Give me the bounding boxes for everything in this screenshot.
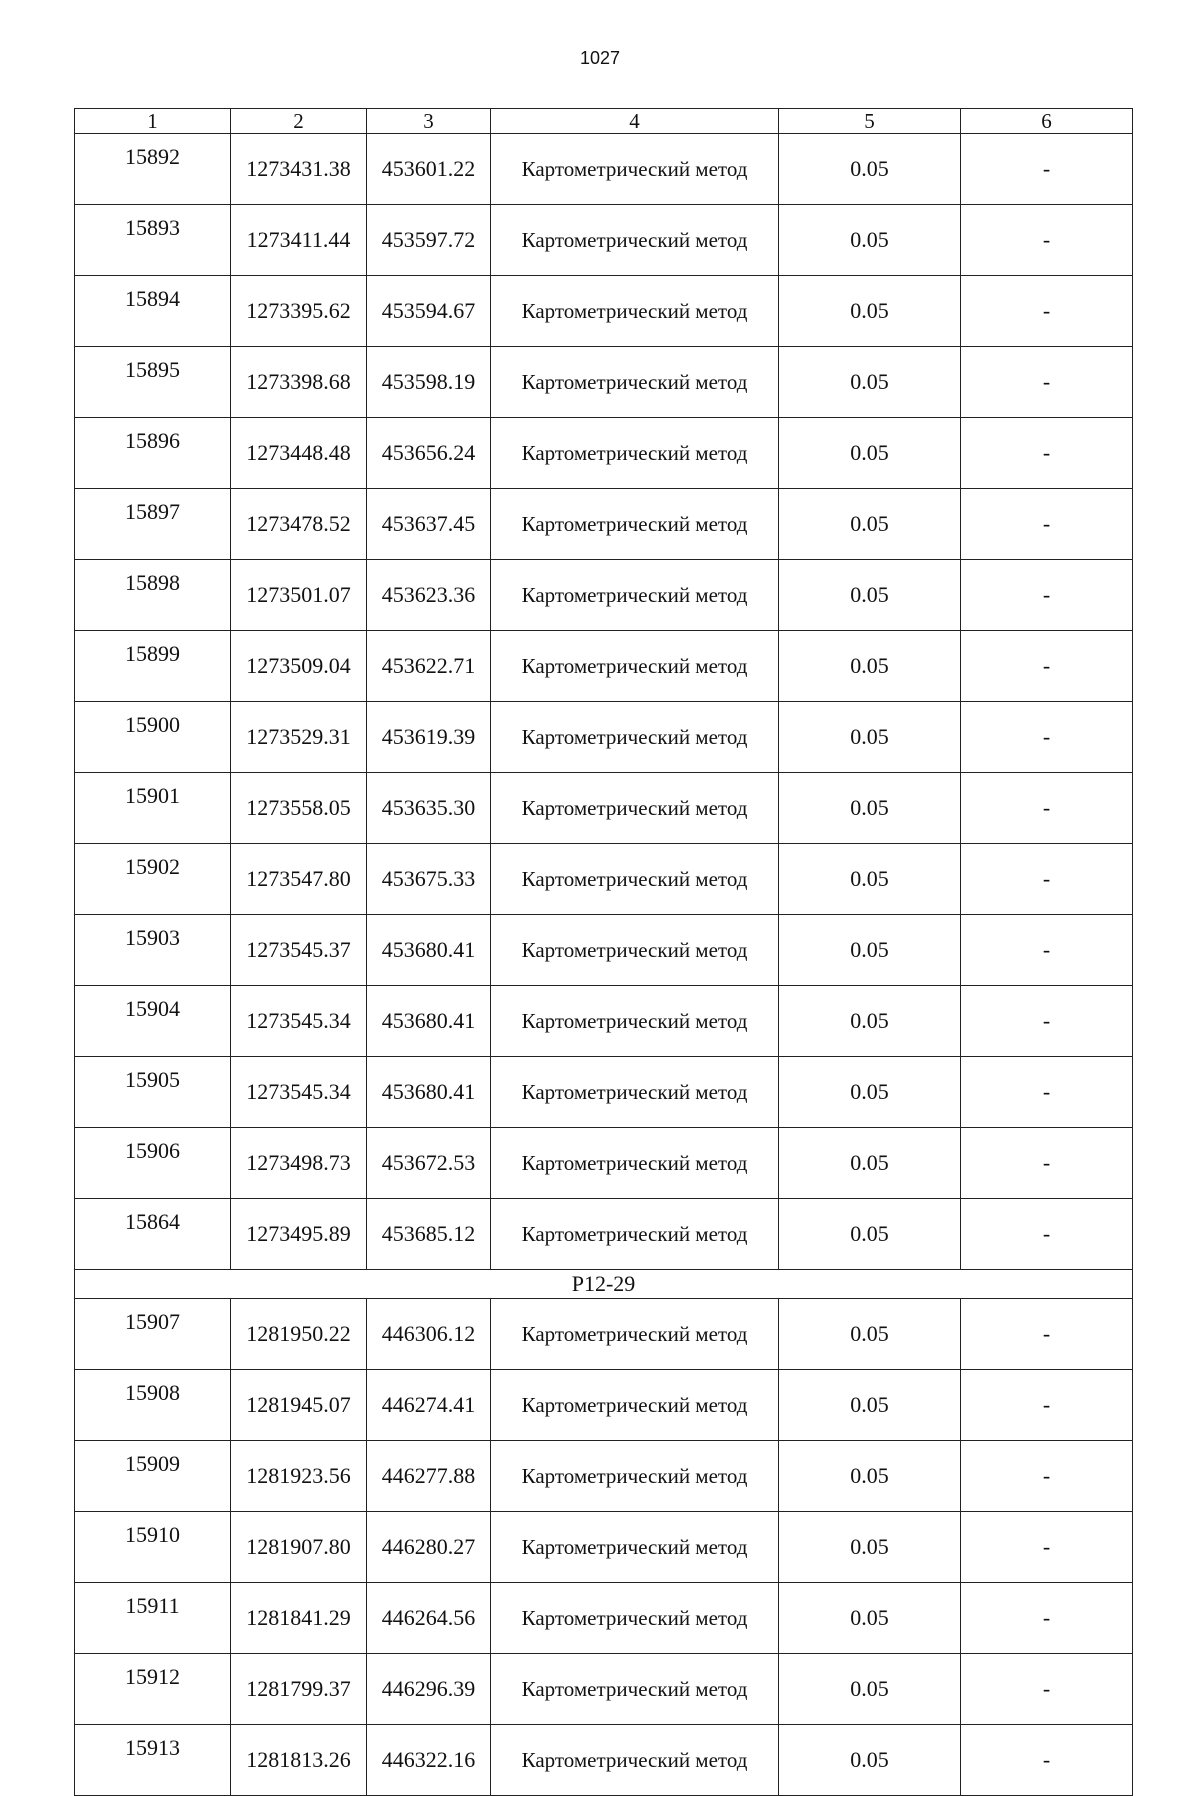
method-cell: Картометрический метод (491, 1583, 779, 1654)
method-cell: Картометрический метод (491, 276, 779, 347)
x-coordinate-cell: 1273545.34 (231, 1057, 367, 1128)
table-row (75, 489, 1133, 560)
y-coordinate-cell: 446296.39 (367, 1654, 491, 1725)
x-coordinate-cell: 1273545.34 (231, 986, 367, 1057)
y-coordinate-cell: 453637.45 (367, 489, 491, 560)
table-row (75, 986, 1133, 1057)
point-number-cell: 15904 (75, 986, 231, 1057)
point-number-cell: 15896 (75, 418, 231, 489)
note-cell: - (961, 1654, 1133, 1725)
accuracy-cell: 0.05 (779, 702, 961, 773)
accuracy-cell: 0.05 (779, 560, 961, 631)
x-coordinate-cell: 1281923.56 (231, 1441, 367, 1512)
point-number-cell: 15905 (75, 1057, 231, 1128)
note-cell: - (961, 986, 1133, 1057)
accuracy-cell: 0.05 (779, 1128, 961, 1199)
note-cell: - (961, 915, 1133, 986)
note-cell: - (961, 134, 1133, 205)
table-row (75, 1199, 1133, 1270)
note-cell: - (961, 489, 1133, 560)
method-cell: Картометрический метод (491, 1128, 779, 1199)
method-cell: Картометрический метод (491, 773, 779, 844)
x-coordinate-cell: 1281950.22 (231, 1299, 367, 1370)
accuracy-cell: 0.05 (779, 1583, 961, 1654)
point-number-cell: 15899 (75, 631, 231, 702)
y-coordinate-cell: 446306.12 (367, 1299, 491, 1370)
point-number-cell: 15909 (75, 1441, 231, 1512)
note-cell: - (961, 1128, 1133, 1199)
header-cell: 2 (231, 109, 367, 134)
x-coordinate-cell: 1281945.07 (231, 1370, 367, 1441)
x-coordinate-cell: 1273558.05 (231, 773, 367, 844)
x-coordinate-cell: 1273478.52 (231, 489, 367, 560)
accuracy-cell: 0.05 (779, 1299, 961, 1370)
table-row (75, 1441, 1133, 1512)
method-cell: Картометрический метод (491, 560, 779, 631)
accuracy-cell: 0.05 (779, 1512, 961, 1583)
y-coordinate-cell: 453685.12 (367, 1199, 491, 1270)
x-coordinate-cell: 1281813.26 (231, 1725, 367, 1796)
note-cell: - (961, 418, 1133, 489)
x-coordinate-cell: 1281799.37 (231, 1654, 367, 1725)
point-number-cell: 15907 (75, 1299, 231, 1370)
note-cell: - (961, 560, 1133, 631)
x-coordinate-cell: 1273395.62 (231, 276, 367, 347)
y-coordinate-cell: 453675.33 (367, 844, 491, 915)
method-cell: Картометрический метод (491, 1370, 779, 1441)
table-row (75, 418, 1133, 489)
accuracy-cell: 0.05 (779, 844, 961, 915)
table-row (75, 631, 1133, 702)
accuracy-cell: 0.05 (779, 418, 961, 489)
accuracy-cell: 0.05 (779, 489, 961, 560)
table-row (75, 347, 1133, 418)
y-coordinate-cell: 453597.72 (367, 205, 491, 276)
point-number-cell: 15901 (75, 773, 231, 844)
table-row (75, 560, 1133, 631)
y-coordinate-cell: 453680.41 (367, 915, 491, 986)
accuracy-cell: 0.05 (779, 1199, 961, 1270)
note-cell: - (961, 844, 1133, 915)
method-cell: Картометрический метод (491, 1654, 779, 1725)
point-number-cell: 15911 (75, 1583, 231, 1654)
point-number-cell: 15864 (75, 1199, 231, 1270)
method-cell: Картометрический метод (491, 205, 779, 276)
accuracy-cell: 0.05 (779, 347, 961, 418)
table-row (75, 1583, 1133, 1654)
table-row (75, 1128, 1133, 1199)
point-number-cell: 15900 (75, 702, 231, 773)
header-cell: 5 (779, 109, 961, 134)
accuracy-cell: 0.05 (779, 1370, 961, 1441)
point-number-cell: 15902 (75, 844, 231, 915)
accuracy-cell: 0.05 (779, 1725, 961, 1796)
x-coordinate-cell: 1273448.48 (231, 418, 367, 489)
point-number-cell: 15910 (75, 1512, 231, 1583)
method-cell: Картометрический метод (491, 1725, 779, 1796)
note-cell: - (961, 773, 1133, 844)
y-coordinate-cell: 446264.56 (367, 1583, 491, 1654)
note-cell: - (961, 1441, 1133, 1512)
point-number-cell: 15894 (75, 276, 231, 347)
accuracy-cell: 0.05 (779, 1654, 961, 1725)
x-coordinate-cell: 1273411.44 (231, 205, 367, 276)
table-row (75, 1654, 1133, 1725)
method-cell: Картометрический метод (491, 1512, 779, 1583)
accuracy-cell: 0.05 (779, 631, 961, 702)
method-cell: Картометрический метод (491, 418, 779, 489)
accuracy-cell: 0.05 (779, 915, 961, 986)
note-cell: - (961, 631, 1133, 702)
note-cell: - (961, 1583, 1133, 1654)
y-coordinate-cell: 446277.88 (367, 1441, 491, 1512)
method-cell: Картометрический метод (491, 1299, 779, 1370)
note-cell: - (961, 1199, 1133, 1270)
point-number-cell: 15898 (75, 560, 231, 631)
note-cell: - (961, 347, 1133, 418)
accuracy-cell: 0.05 (779, 134, 961, 205)
table-row (75, 1299, 1133, 1370)
y-coordinate-cell: 446322.16 (367, 1725, 491, 1796)
x-coordinate-cell: 1273498.73 (231, 1128, 367, 1199)
method-cell: Картометрический метод (491, 1057, 779, 1128)
y-coordinate-cell: 453601.22 (367, 134, 491, 205)
table-row (75, 915, 1133, 986)
header-cell: 6 (961, 109, 1133, 134)
point-number-cell: 15913 (75, 1725, 231, 1796)
x-coordinate-cell: 1281841.29 (231, 1583, 367, 1654)
method-cell: Картометрический метод (491, 631, 779, 702)
method-cell: Картометрический метод (491, 915, 779, 986)
y-coordinate-cell: 453680.41 (367, 1057, 491, 1128)
method-cell: Картометрический метод (491, 1199, 779, 1270)
header-cell: 3 (367, 109, 491, 134)
method-cell: Картометрический метод (491, 347, 779, 418)
method-cell: Картометрический метод (491, 702, 779, 773)
accuracy-cell: 0.05 (779, 986, 961, 1057)
table-row (75, 134, 1133, 205)
table-row (75, 1370, 1133, 1441)
section-title-row (75, 1270, 1133, 1299)
method-cell: Картометрический метод (491, 489, 779, 560)
x-coordinate-cell: 1273509.04 (231, 631, 367, 702)
point-number-cell: 15912 (75, 1654, 231, 1725)
x-coordinate-cell: 1281907.80 (231, 1512, 367, 1583)
point-number-cell: 15908 (75, 1370, 231, 1441)
point-number-cell: 15895 (75, 347, 231, 418)
table-row (75, 205, 1133, 276)
point-number-cell: 15892 (75, 134, 231, 205)
method-cell: Картометрический метод (491, 986, 779, 1057)
y-coordinate-cell: 453598.19 (367, 347, 491, 418)
x-coordinate-cell: 1273547.80 (231, 844, 367, 915)
y-coordinate-cell: 453680.41 (367, 986, 491, 1057)
x-coordinate-cell: 1273398.68 (231, 347, 367, 418)
note-cell: - (961, 1299, 1133, 1370)
note-cell: - (961, 1057, 1133, 1128)
point-number-cell: 15893 (75, 205, 231, 276)
table-row (75, 1512, 1133, 1583)
method-cell: Картометрический метод (491, 1441, 779, 1512)
table-row (75, 276, 1133, 347)
y-coordinate-cell: 453656.24 (367, 418, 491, 489)
y-coordinate-cell: 446274.41 (367, 1370, 491, 1441)
point-number-cell: 15897 (75, 489, 231, 560)
note-cell: - (961, 205, 1133, 276)
method-cell: Картометрический метод (491, 844, 779, 915)
accuracy-cell: 0.05 (779, 1057, 961, 1128)
table-row (75, 844, 1133, 915)
coordinates-table (74, 108, 1133, 1796)
y-coordinate-cell: 446280.27 (367, 1512, 491, 1583)
y-coordinate-cell: 453619.39 (367, 702, 491, 773)
table-row (75, 773, 1133, 844)
table-row (75, 1725, 1133, 1796)
header-cell: 4 (491, 109, 779, 134)
x-coordinate-cell: 1273495.89 (231, 1199, 367, 1270)
accuracy-cell: 0.05 (779, 205, 961, 276)
section-title: Р12-29 (75, 1270, 1133, 1299)
note-cell: - (961, 1370, 1133, 1441)
note-cell: - (961, 1512, 1133, 1583)
y-coordinate-cell: 453635.30 (367, 773, 491, 844)
y-coordinate-cell: 453672.53 (367, 1128, 491, 1199)
point-number-cell: 15903 (75, 915, 231, 986)
accuracy-cell: 0.05 (779, 773, 961, 844)
table-row (75, 1057, 1133, 1128)
x-coordinate-cell: 1273501.07 (231, 560, 367, 631)
x-coordinate-cell: 1273545.37 (231, 915, 367, 986)
point-number-cell: 15906 (75, 1128, 231, 1199)
accuracy-cell: 0.05 (779, 276, 961, 347)
y-coordinate-cell: 453623.36 (367, 560, 491, 631)
accuracy-cell: 0.05 (779, 1441, 961, 1512)
note-cell: - (961, 276, 1133, 347)
table-body (75, 109, 1133, 1796)
y-coordinate-cell: 453622.71 (367, 631, 491, 702)
method-cell: Картометрический метод (491, 134, 779, 205)
page-number: 1027 (579, 48, 621, 68)
header-cell: 1 (75, 109, 231, 134)
note-cell: - (961, 702, 1133, 773)
note-cell: - (961, 1725, 1133, 1796)
table-row (75, 702, 1133, 773)
y-coordinate-cell: 453594.67 (367, 276, 491, 347)
header-row (75, 109, 1133, 134)
x-coordinate-cell: 1273431.38 (231, 134, 367, 205)
x-coordinate-cell: 1273529.31 (231, 702, 367, 773)
